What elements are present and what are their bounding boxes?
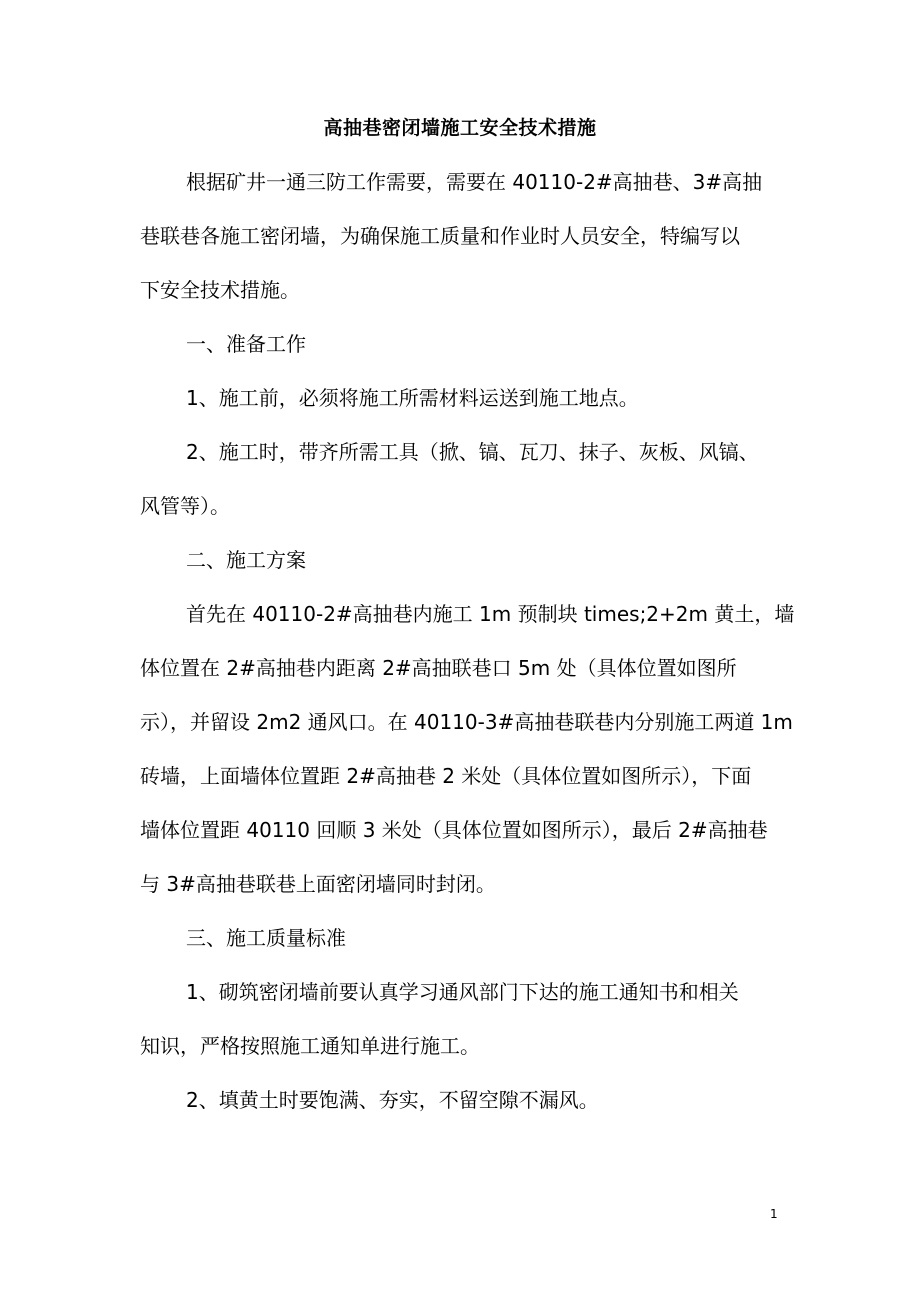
document-title: 高抽巷密闭墙施工安全技术措施 (323, 117, 597, 139)
paragraph-line: 体位置在 2#高抽巷内距离 2#高抽联巷口 5m 处（具体位置如图所 (140, 656, 737, 680)
list-item: 1、施工前，必须将施工所需材料运送到施工地点。 (186, 386, 639, 410)
paragraph-line: 砖墙，上面墙体位置距 2#高抽巷 2 米处（具体位置如图所示），下面 (140, 764, 752, 788)
paragraph-line: 下安全技术措施。 (140, 278, 300, 302)
list-item: 2、施工时，带齐所需工具（掀、镐、瓦刀、抹子、灰板、风镐、 (186, 440, 759, 464)
paragraph-line: 与 3#高抽巷联巷上面密闭墙同时封闭。 (140, 872, 496, 896)
paragraph-line: 知识，严格按照施工通知单进行施工。 (140, 1034, 480, 1058)
paragraph-line: 示），并留设 2m2 通风口。在 40110-3#高抽巷联巷内分别施工两道 1m (140, 710, 793, 734)
paragraph-line: 风管等）。 (140, 494, 230, 518)
list-item: 1、砌筑密闭墙前要认真学习通风部门下达的施工通知书和相关 (186, 980, 739, 1004)
page-number: 1 (770, 1207, 778, 1221)
section-heading: 一、准备工作 (186, 332, 306, 356)
paragraph-line: 首先在 40110-2#高抽巷内施工 1m 预制块 times;2+2m 黄土，墙 (186, 602, 795, 626)
paragraph-line: 根据矿井一通三防工作需要，需要在 40110-2#高抽巷、3#高抽 (186, 170, 763, 194)
paragraph-line: 巷联巷各施工密闭墙，为确保施工质量和作业时人员安全，特编写以 (140, 224, 740, 248)
paragraph-line: 墙体位置距 40110 回顺 3 米处（具体位置如图所示），最后 2#高抽巷 (140, 818, 768, 842)
section-heading: 二、施工方案 (186, 548, 306, 572)
section-heading: 三、施工质量标准 (186, 926, 346, 950)
list-item: 2、填黄土时要饱满、夯实，不留空隙不漏风。 (186, 1088, 599, 1112)
